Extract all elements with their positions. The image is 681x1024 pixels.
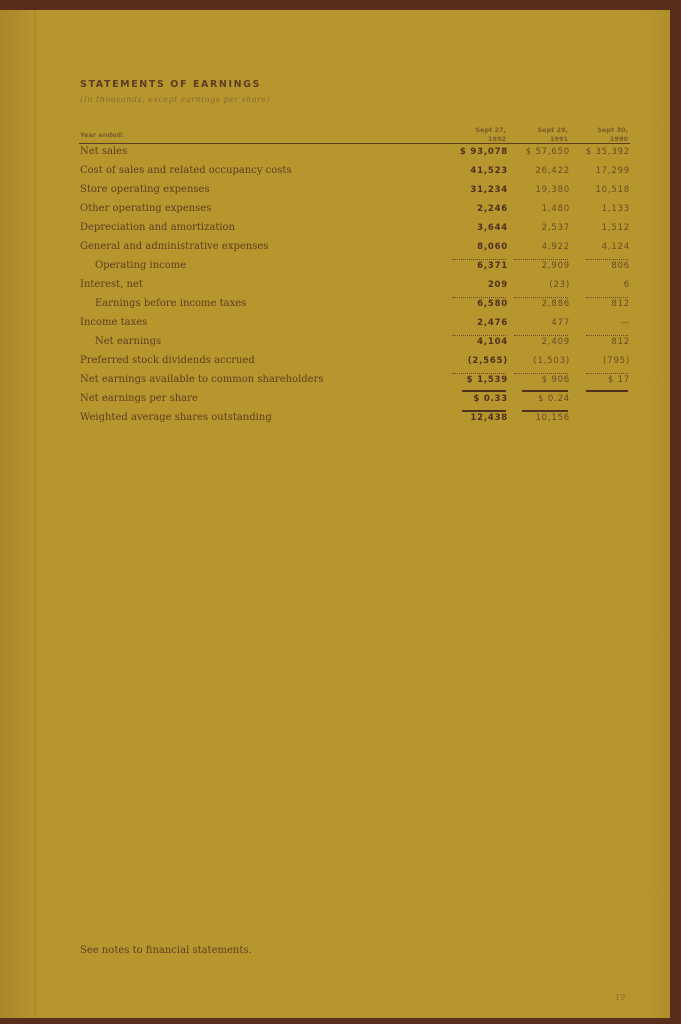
value-1992: 2,476: [477, 318, 508, 328]
column-header-1991: Sept 29, 1991: [537, 126, 568, 143]
row-other-operating-expenses: [0, 203, 670, 222]
value-1991: $ 906: [541, 375, 570, 385]
value-1991: 1,480: [541, 204, 570, 214]
row-net-sales: [0, 146, 670, 165]
total-double-rule: [462, 390, 506, 392]
value-1991: 2,537: [541, 223, 570, 233]
value-1992: 3,644: [477, 223, 508, 233]
value-1990: 812: [611, 337, 630, 347]
document-page: [0, 10, 670, 1018]
value-1991: $ 0.24: [538, 394, 570, 404]
page-number: 19: [615, 993, 626, 1002]
row-label: Net earnings: [95, 336, 162, 347]
row-earnings-before-taxes: [0, 298, 670, 317]
row-label: Net earnings per share: [80, 393, 198, 404]
row-depreciation: [0, 222, 670, 241]
value-1992: 12,438: [470, 413, 508, 423]
row-label: General and administrative expenses: [80, 241, 269, 252]
value-1992: (2,565): [467, 356, 508, 366]
row-label: Store operating expenses: [80, 184, 210, 195]
row-net-earnings: [0, 336, 670, 355]
row-weighted-average-shares: [0, 412, 670, 431]
value-1991: 4,922: [541, 242, 570, 252]
value-1991: 19,380: [535, 185, 570, 195]
value-1991: 477: [551, 318, 570, 328]
row-label: Weighted average shares outstanding: [80, 412, 272, 423]
row-label: Net earnings available to common shareholders: [80, 374, 324, 385]
value-1990: $ 17: [607, 375, 630, 385]
row-label: Other operating expenses: [80, 203, 212, 214]
row-label: Depreciation and amortization: [80, 222, 236, 233]
value-1992: 2,246: [477, 204, 508, 214]
value-1990: 17,299: [595, 166, 630, 176]
statement-title: STATEMENTS OF EARNINGS: [80, 79, 261, 90]
value-1990: 6: [623, 280, 630, 290]
value-1991: (23): [549, 280, 570, 290]
row-preferred-dividends: [0, 355, 670, 374]
value-1992: $ 1,539: [466, 375, 508, 385]
row-label: Operating income: [95, 260, 187, 271]
value-1991: $ 57,650: [525, 147, 570, 157]
value-1990: 1,512: [601, 223, 630, 233]
total-double-rule: [586, 390, 628, 392]
value-1992: 31,234: [470, 185, 508, 195]
row-earnings-per-share: [0, 393, 670, 412]
year-ended-label: Year ended:: [80, 131, 124, 139]
value-1990: —: [620, 318, 630, 328]
value-1992: 8,060: [477, 242, 508, 252]
row-operating-income: [0, 260, 670, 279]
value-1992: $ 93,078: [459, 147, 508, 157]
value-1990: 812: [611, 299, 630, 309]
row-label: Preferred stock dividends accrued: [80, 355, 255, 366]
value-1990: 1,133: [601, 204, 630, 214]
value-1990: 806: [611, 261, 630, 271]
value-1992: 41,523: [470, 166, 508, 176]
value-1991: 2,409: [541, 337, 570, 347]
value-1991: 2,909: [541, 261, 570, 271]
value-1990: 4,124: [601, 242, 630, 252]
row-cost-of-sales: [0, 165, 670, 184]
column-header-1990: Sept 30, 1990: [597, 126, 628, 143]
value-1992: 6,580: [477, 299, 508, 309]
footnote: See notes to financial statements.: [80, 945, 252, 956]
value-1992: $ 0.33: [473, 394, 508, 404]
total-double-rule: [522, 390, 568, 392]
value-1991: 10,156: [535, 413, 570, 423]
row-store-operating-expenses: [0, 184, 670, 203]
row-label: Income taxes: [80, 317, 148, 328]
row-interest-net: [0, 279, 670, 298]
value-1990: 10,518: [595, 185, 630, 195]
row-general-administrative: [0, 241, 670, 260]
value-1992: 4,104: [477, 337, 508, 347]
row-net-earnings-available: [0, 374, 670, 393]
row-label: Interest, net: [80, 279, 143, 290]
statement-subtitle: (In thousands, except earnings per share): [80, 95, 271, 104]
header-rule: [79, 143, 630, 144]
value-1992: 6,371: [477, 261, 508, 271]
value-1992: 209: [487, 280, 508, 290]
row-income-taxes: [0, 317, 670, 336]
value-1991: 2,886: [541, 299, 570, 309]
row-label: Cost of sales and related occupancy costs: [80, 165, 292, 176]
value-1990: $ 35,392: [585, 147, 630, 157]
value-1991: 26,422: [535, 166, 570, 176]
value-1990: (795): [603, 356, 630, 366]
column-header-1992: Sept 27, 1992: [475, 126, 506, 143]
value-1991: (1,503): [533, 356, 570, 366]
row-label: Net sales: [80, 146, 128, 157]
row-label: Earnings before income taxes: [95, 298, 247, 309]
